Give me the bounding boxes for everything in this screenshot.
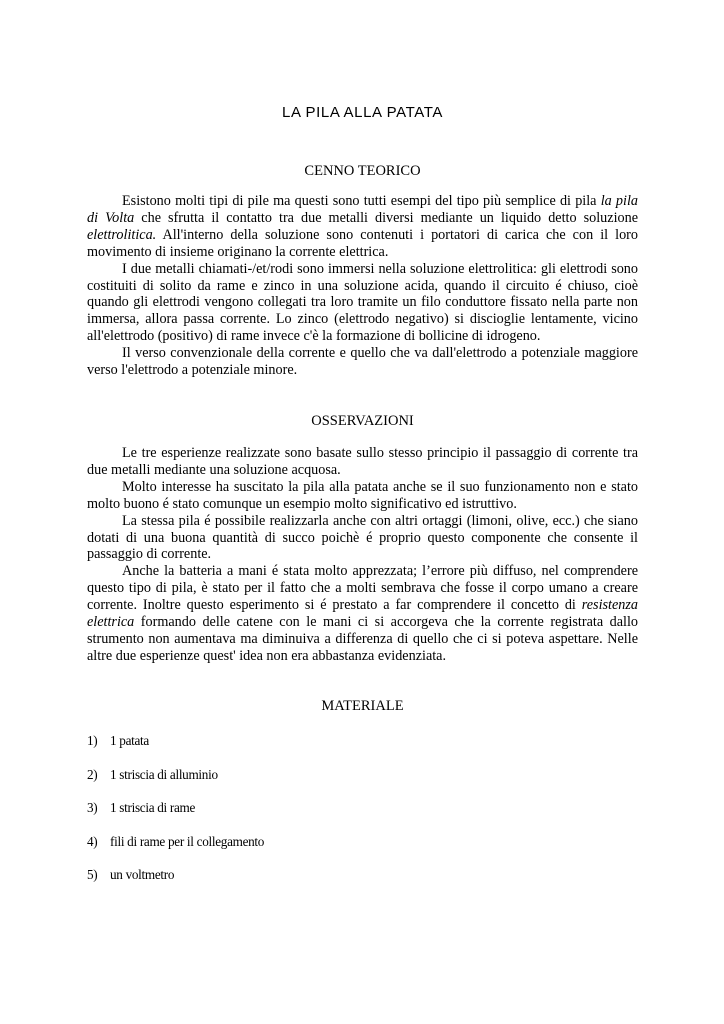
paragraph: La stessa pila é possibile realizzarla anche con altri ortaggi (limoni, olive, ecc.) che siano dotati di una buona quantità di succo poichè é proprio questo componente che consente il passaggio di corrente.	[87, 512, 638, 563]
italic-term: elettrolitica.	[87, 226, 157, 243]
paragraph-text: che sfrutta il contatto tra due metalli diversi mediante un liquido detto soluzione	[134, 209, 638, 226]
paragraph: I due metalli chiamati-/et/rodi sono immersi nella soluzione elettrolitica: gli elettrodi sono costituiti di solito da rame e zinco in una soluzione acida, quando il circuito é chiuso, cioè quando gli elettrodi vengono collegati tra loro tramite un filo conduttore fissato nella parte non immersa, allora passa corrente. Lo zinco (elettrodo negativo) si discioglie lentamente, vicino all'elettrodo (positivo) di rame invece c'è la formazione di bollicine di idrogeno.	[87, 260, 638, 345]
document-title: LA PILA ALLA PATATA	[282, 104, 443, 121]
paragraph: Il verso convenzionale della corrente e quello che va dall'elettrodo a potenziale maggiore verso l'elettrodo a potenziale minore.	[87, 345, 638, 379]
list-item	[87, 834, 264, 868]
italic-term: la pila di Volta	[87, 193, 638, 226]
list-item-number: 4)	[87, 833, 98, 849]
paragraph: Molto interesse ha suscitato la pila alla patata anche se il suo funzionamento non e stato molto buono é stato comunque un esempio molto significativo ed istruttivo.	[87, 478, 638, 512]
paragraph: Le tre esperienze realizzate sono basate sullo stesso principio il passaggio di corrente tra due metalli mediante una soluzione acquosa.	[87, 445, 638, 478]
list-item-text: 1 striscia di alluminio	[110, 766, 218, 782]
paragraph	[87, 193, 638, 261]
italic-term: resistenza elettrica	[87, 597, 638, 631]
list-item-number: 2)	[87, 766, 98, 782]
list-item-number: 5)	[87, 867, 98, 882]
list-item-number: 3)	[87, 800, 98, 815]
section-heading-materiale: MATERIALE	[321, 698, 404, 714]
paragraph-text: Anche la batteria a mani é stata molto apprezzata; l’errore più diffuso, nel comprendere questo tipo di pila, è stato per il fatto che a molti sembrava che fosse il corpo umano a creare corrente. Inoltre questo esperimento si é prestato a far comprendere il concetto di	[87, 563, 638, 614]
list-item	[87, 867, 264, 901]
paragraph	[87, 563, 638, 664]
list-item-text: 1 striscia di rame	[110, 800, 196, 815]
list-item	[87, 733, 264, 767]
paragraph-text: Esistono molti tipi di pile ma questi sono tutti esempi del tipo più semplice di pila	[122, 193, 601, 209]
materials-list	[87, 733, 264, 901]
section-body-cenno-teorico	[87, 193, 638, 379]
document-page	[87, 0, 638, 1024]
list-item-number: 1)	[87, 733, 98, 748]
section-heading-osservazioni: OSSERVAZIONI	[311, 413, 414, 429]
list-item-text: fili di rame per il collegamento	[110, 833, 265, 849]
list-item	[87, 800, 264, 834]
list-item-text: un voltmetro	[110, 867, 175, 882]
paragraph-text: All'interno della soluzione sono contenuti i portatori di carica che con il loro movimento di insieme originano la corrente elettrica.	[87, 226, 638, 260]
paragraph-text: formando delle catene con le mani ci si accorgeva che la corrente registrata dallo strumento non aumentava ma diminuiva a differenza di quello che ci si poteva aspettare. Nelle altre due esperienze quest' idea non era abbastanza evidenziata.	[87, 614, 638, 664]
list-item-text: 1 patata	[110, 733, 149, 748]
list-item	[87, 767, 264, 801]
section-heading-cenno-teorico: CENNO TEORICO	[304, 163, 421, 179]
section-body-osservazioni	[87, 445, 638, 665]
